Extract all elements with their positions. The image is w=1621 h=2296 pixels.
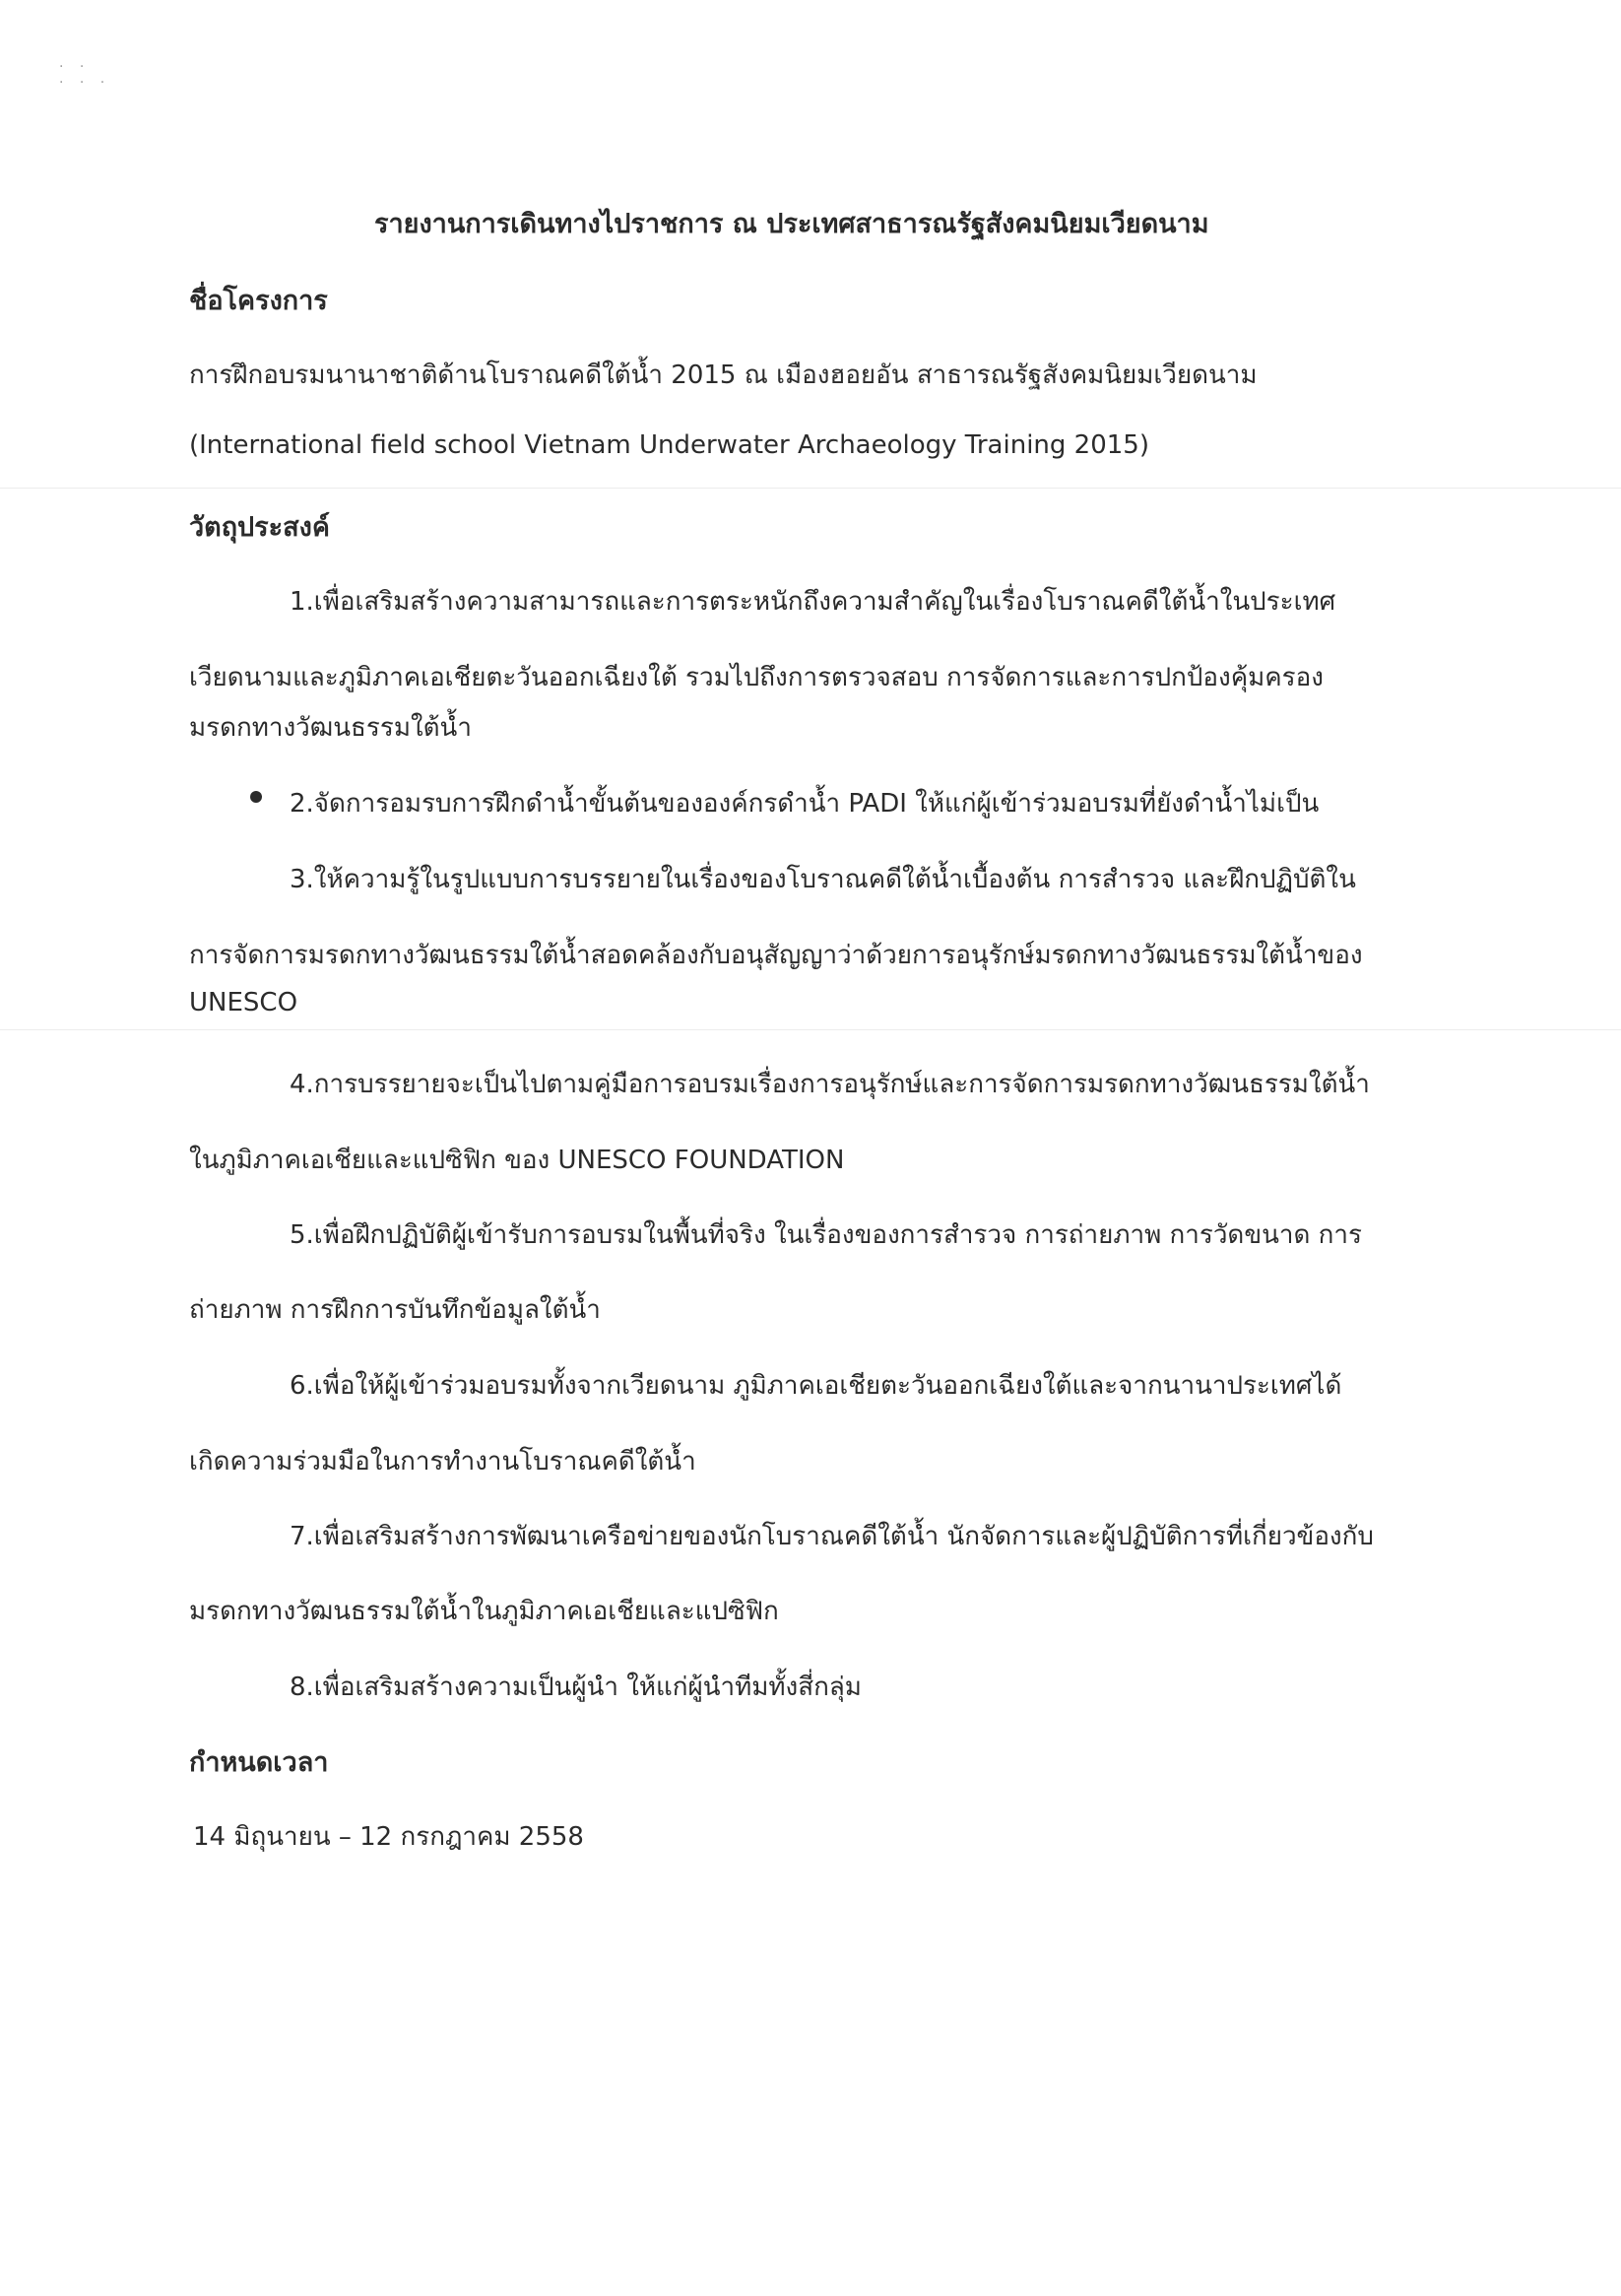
- objective-5-line-2: ถ่ายภาพ การฝึกการบันทึกข้อมูลใต้น้ำ: [189, 1295, 601, 1325]
- objective-2-line-1: 2.จัดการอมรบการฝึกดำน้ำขั้นต้นขององค์กรดำน้ำ PADI ให้แก่ผู้เข้าร่วมอบรมที่ยังดำน้ำไม่เป็น: [290, 789, 1320, 819]
- objective-6-line-1: 6.เพื่อให้ผู้เข้าร่วมอบรมทั้งจากเวียดนาม ภูมิภาคเอเชียตะวันออกเฉียงใต้และจากนานาประเทศได้: [290, 1371, 1342, 1401]
- scan-specks: · · · · ·: [59, 59, 111, 91]
- objective-7-line-2: มรดกทางวัฒนธรรมใต้น้ำในภูมิภาคเอเชียและแปซิฟิก: [189, 1597, 779, 1626]
- objective-1-line-3: มรดกทางวัฒนธรรมใต้น้ำ: [189, 713, 472, 743]
- objective-1-line-2: เวียดนามและภูมิภาคเอเชียตะวันออกเฉียงใต้ รวมไปถึงการตรวจสอบ การจัดการและการปกป้องคุ้มครอง: [189, 663, 1324, 692]
- objective-3-line-3: UNESCO: [189, 988, 298, 1017]
- project-thai-name: การฝึกอบรมนานาชาติด้านโบราณคดีใต้น้ำ 2015 ณ เมืองฮอยอัน สาธารณรัฐสังคมนิยมเวียดนาม: [189, 361, 1258, 390]
- objective-6-line-2: เกิดความร่วมมือในการทำงานโบราณคดีใต้น้ำ: [189, 1447, 696, 1476]
- objective-3-line-2: การจัดการมรดกทางวัฒนธรรมใต้น้ำสอดคล้องกับอนุสัญญาว่าด้วยการอนุรักษ์มรดกทางวัฒนธรรมใต้น้ำของ: [189, 941, 1363, 970]
- objective-5-line-1: 5.เพื่อฝึกปฏิบัติผู้เข้ารับการอบรมในพื้นที่จริง ในเรื่องของการสำรวจ การถ่ายภาพ การวัดขนาด การ: [290, 1220, 1362, 1250]
- objective-4-line-2: ในภูมิภาคเอเชียและแปซิฟิก ของ UNESCO FOUNDATION: [189, 1146, 845, 1175]
- project-english-name: (International field school Vietnam Underwater Archaeology Training 2015): [189, 430, 1149, 460]
- schedule-dates: 14 มิถุนายน – 12 กรกฎาคม 2558: [193, 1822, 584, 1852]
- bullet-dot-icon: [250, 791, 262, 803]
- objective-3-line-1: 3.ให้ความรู้ในรูปแบบการบรรยายในเรื่องของโบราณคดีใต้น้ำเบื้องต้น การสำรวจ และฝึกปฏิบัติใน: [290, 865, 1356, 894]
- objective-4-line-1: 4.การบรรยายจะเป็นไปตามคู่มือการอบรมเรื่องการอนุรักษ์และการจัดการมรดกทางวัฒนธรรมใต้น้ำ: [290, 1070, 1370, 1099]
- objective-8-line-1: 8.เพื่อเสริมสร้างความเป็นผู้นำ ให้แก่ผู้นำทีมทั้งสี่กลุ่ม: [290, 1673, 862, 1702]
- schedule-heading: กำหนดเวลา: [189, 1747, 329, 1778]
- project-heading: ชื่อโครงการ: [189, 286, 328, 316]
- document-title: รายงานการเดินทางไปราชการ ณ ประเทศสาธารณรัฐสังคมนิยมเวียดนาม: [374, 209, 1209, 239]
- objective-7-line-1: 7.เพื่อเสริมสร้างการพัฒนาเครือข่ายของนักโบราณคดีใต้น้ำ นักจัดการและผู้ปฏิบัติการที่เกี่ยวข้องกับ: [290, 1522, 1374, 1551]
- objective-1-line-1: 1.เพื่อเสริมสร้างความสามารถและการตระหนักถึงความสำคัญในเรื่องโบราณคดีใต้น้ำในประเทศ: [290, 587, 1336, 617]
- scan-fold-line: [0, 1029, 1621, 1030]
- objectives-heading: วัตถุประสงค์: [189, 512, 330, 543]
- scan-fold-line: [0, 488, 1621, 489]
